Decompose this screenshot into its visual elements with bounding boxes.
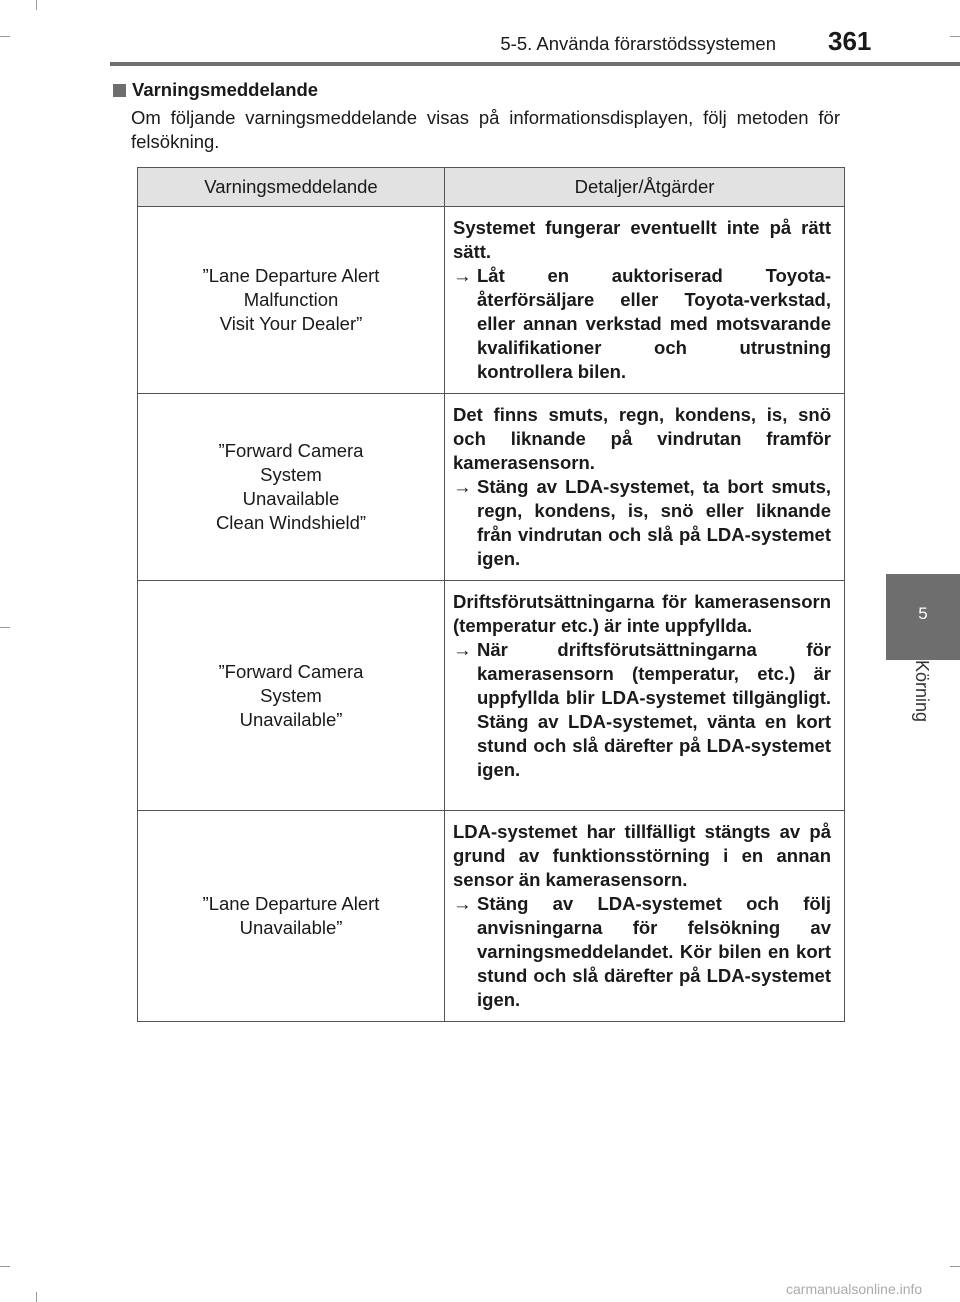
chapter-tab [886, 574, 960, 660]
warning-message-cell [138, 811, 445, 1022]
table-row [138, 811, 845, 1022]
warning-message-line: System [260, 684, 322, 706]
warning-message-cell [138, 394, 445, 581]
warning-message-line: ”Lane Departure Alert [202, 265, 380, 286]
column-header-message: Varningsmeddelande [138, 168, 445, 207]
detail-text: Driftsförutsättningarna för kamerasensorn (temperatur etc.) är inte uppfyllda. [453, 591, 831, 636]
action-item [453, 892, 831, 1012]
header-section-title: 5-5. Använda förarstödssystemen [500, 33, 776, 54]
column-header-details: Detaljer/Åtgärder [445, 168, 845, 207]
crop-mark [0, 36, 10, 37]
warning-message-line: Unavailable” [239, 917, 343, 938]
action-item [453, 475, 831, 571]
header-rule [110, 62, 960, 66]
watermark: carmanualsonline.info [786, 1281, 923, 1297]
table-header-row [138, 168, 845, 207]
crop-mark [0, 627, 10, 628]
arrow-right-icon: → [453, 639, 472, 660]
details-cell [445, 811, 845, 1022]
details-cell [445, 394, 845, 581]
section-heading [113, 79, 318, 101]
warning-message-line: ”Lane Departure Alert [202, 893, 380, 914]
crop-mark [950, 1266, 960, 1267]
details-cell [445, 581, 845, 811]
table-row [138, 394, 845, 581]
intro-paragraph: Om följande varningsmeddelande visas på informationsdisplayen, följ metoden för felsökning. [131, 107, 840, 152]
action-text: Stäng av LDA-systemet, ta bort smuts, regn, kondens, is, snö eller liknande från vindrutan och slå på LDA-systemet igen. [477, 476, 831, 569]
warning-message-line: Visit Your Dealer” [219, 313, 363, 334]
crop-mark [0, 1266, 10, 1267]
crop-mark [36, 1292, 37, 1302]
square-bullet-icon [113, 84, 126, 97]
warning-message-line: ”Forward Camera [218, 440, 364, 461]
page-header [0, 0, 960, 62]
chapter-number: 5 [918, 604, 928, 623]
warning-message-line: Unavailable [242, 488, 340, 509]
crop-mark [36, 0, 37, 10]
warning-message-table [137, 167, 845, 1022]
details-cell [445, 207, 845, 394]
warning-message-line: Clean Windshield” [215, 512, 367, 533]
chapter-label: Körning [912, 660, 932, 723]
detail-text: Det finns smuts, regn, kondens, is, snö och liknande på vindrutan framför kamerasensorn. [453, 404, 831, 473]
warning-message-line: System [260, 464, 322, 485]
action-item [453, 264, 831, 384]
arrow-right-icon: → [453, 476, 472, 497]
warning-message-line: Malfunction [243, 289, 339, 310]
crop-mark [950, 36, 960, 37]
detail-text: Systemet fungerar eventuellt inte på rätt sätt. [453, 217, 831, 262]
action-item [453, 638, 831, 782]
warning-message-line: ”Forward Camera [218, 660, 364, 682]
section-heading-text: Varningsmeddelande [132, 79, 319, 100]
action-text: När driftsförutsättningarna för kamerasensorn (temperatur, etc.) är uppfyllda blir LDA-systemet tillgängligt. Stäng av LDA-systemet, vänta en kort stund och slå därefter på LDA-systemet igen. [477, 639, 831, 780]
action-text: Låt en auktoriserad Toyota-återförsäljare eller Toyota-verkstad, eller annan verkstad med motsvarande kvalifikationer och utrustning kontrollera bilen. [477, 265, 831, 382]
action-text: Stäng av LDA-systemet och följ anvisningarna för felsökning av varningsmeddelandet. Kör bilen en kort stund och slå därefter på LDA-systemet igen. [477, 893, 831, 1010]
warning-message-cell [138, 581, 445, 811]
page-number: 361 [828, 26, 872, 56]
table-row [138, 207, 845, 394]
arrow-right-icon: → [453, 265, 472, 286]
warning-message-cell [138, 207, 445, 394]
table-row [138, 581, 845, 811]
warning-message-line: Unavailable” [239, 708, 343, 730]
detail-text: LDA-systemet har tillfälligt stängts av på grund av funktionsstörning i en annan sensor än kamerasensorn. [453, 821, 831, 890]
arrow-right-icon: → [453, 893, 472, 914]
